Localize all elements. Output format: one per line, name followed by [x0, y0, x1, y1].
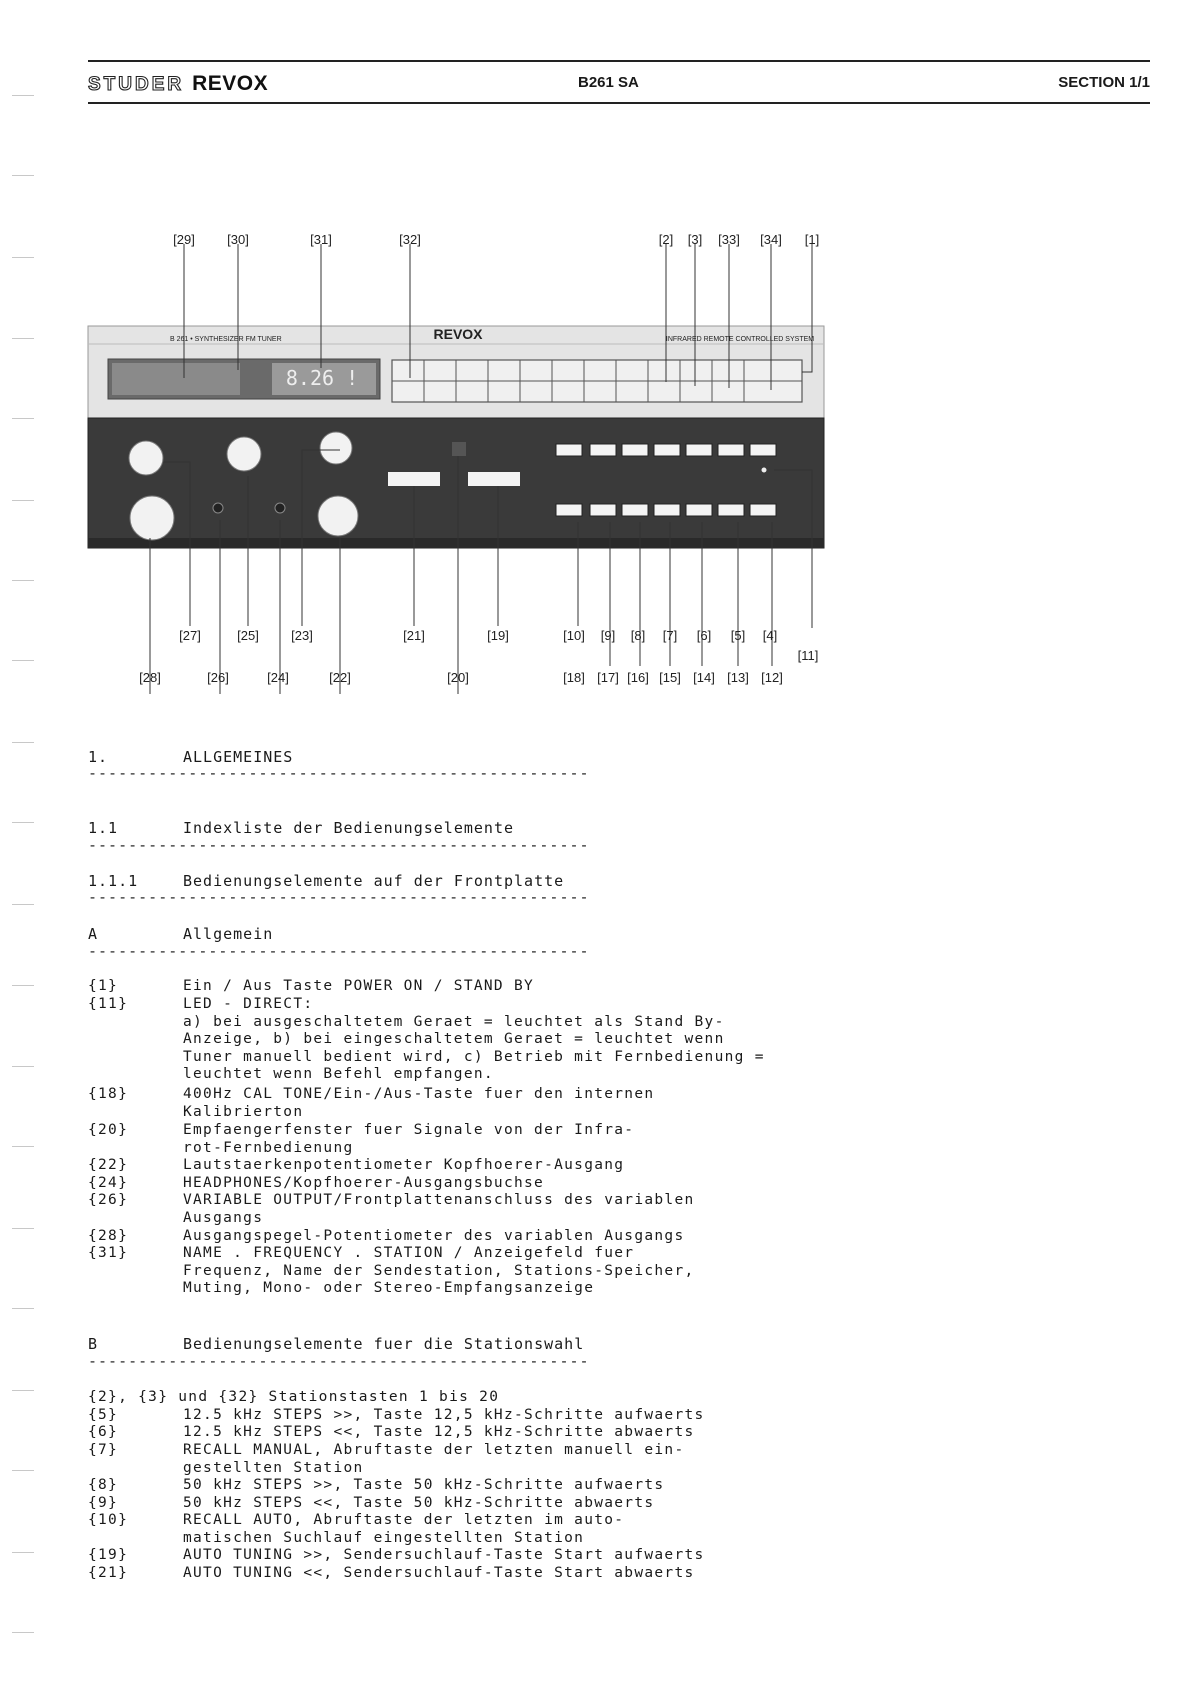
- callout-19: [19]: [487, 628, 509, 643]
- entry-ref: {1}: [88, 978, 119, 994]
- callout-28: [28]: [139, 670, 161, 685]
- callout-34: [34]: [760, 232, 782, 247]
- callout-30: [30]: [227, 232, 249, 247]
- panel-brand-logo: REVOX: [433, 326, 483, 342]
- entry-text: LED - DIRECT: a) bei ausgeschaltetem Geraet = leuchtet als Stand By- Anzeige, b) bei eingeschaltetem Geraet = leuchtet wenn Tuner manuell bedient wird, c) Betrieb mit Fernbedienung = leuchtet wenn Befehl empfangen.: [183, 996, 765, 1082]
- entry-ref: {26}: [88, 1192, 129, 1208]
- entry-text: VARIABLE OUTPUT/Frontplattenanschluss des variablen Ausgangs: [183, 1192, 695, 1226]
- heading-1-title: ALLGEMEINES: [183, 748, 294, 766]
- heading-1-underline: --------------------------------------------------: [88, 764, 590, 782]
- entry-ref: {20}: [88, 1122, 129, 1138]
- entry-ref: {24}: [88, 1175, 129, 1191]
- entry-text: AUTO TUNING <<, Sendersuchlauf-Taste Start abwaerts: [183, 1565, 695, 1581]
- entry-ref: {9}: [88, 1495, 119, 1511]
- callout-24: [24]: [267, 670, 289, 685]
- callout-13: [13]: [727, 670, 749, 685]
- heading-1-number: 1.: [88, 748, 109, 766]
- entry-text: NAME . FREQUENCY . STATION / Anzeigefeld fuer Frequenz, Name der Sendestation, Stations-Speicher, Muting, Mono- oder Stereo-Empfangsanzeige: [183, 1245, 695, 1296]
- brand-logo: [88, 72, 268, 96]
- callout-4: [4]: [762, 628, 778, 643]
- callout-23: [23]: [291, 628, 313, 643]
- entry-text: 50 kHz STEPS <<, Taste 50 kHz-Schritte abwaerts: [183, 1495, 655, 1511]
- revox-logo: REVOX: [192, 72, 269, 95]
- heading-b-underline: --------------------------------------------------: [88, 1352, 590, 1370]
- entry-text: RECALL AUTO, Abruftaste der letzten im auto- matischen Suchlauf eingestellten Station: [183, 1512, 625, 1546]
- heading-1-1-number: 1.1: [88, 819, 119, 837]
- entry-text: 12.5 kHz STEPS <<, Taste 12,5 kHz-Schritte abwaerts: [183, 1424, 695, 1440]
- heading-1-1-1-number: 1.1.1: [88, 872, 139, 890]
- entry-text: Lautstaerkenpotentiometer Kopfhoerer-Ausgang: [183, 1157, 625, 1173]
- callout-26: [26]: [207, 670, 229, 685]
- front-panel-figure: [0, 220, 1190, 700]
- section-number: SECTION 1/1: [1058, 74, 1150, 91]
- heading-a-title: Allgemein: [183, 925, 274, 943]
- entry-ref: {31}: [88, 1245, 129, 1261]
- entry-ref: {21}: [88, 1565, 129, 1581]
- entry-ref: {6}: [88, 1424, 119, 1440]
- entry-text: 12.5 kHz STEPS >>, Taste 12,5 kHz-Schritte aufwaerts: [183, 1407, 705, 1423]
- header-rule-top: [88, 60, 1150, 62]
- page-header: [88, 60, 1150, 106]
- callout-2: [2]: [658, 232, 674, 247]
- callout-21: [21]: [403, 628, 425, 643]
- callout-12: [12]: [761, 670, 783, 685]
- heading-1-1-1-title: Bedienungselemente auf der Frontplatte: [183, 872, 565, 890]
- heading-1-1-1-underline: --------------------------------------------------: [88, 888, 590, 906]
- entry-ref: {5}: [88, 1407, 119, 1423]
- heading-1-1-title: Indexliste der Bedienungselemente: [183, 819, 515, 837]
- callout-14: [14]: [693, 670, 715, 685]
- entry-ref: {28}: [88, 1228, 129, 1244]
- callout-33: [33]: [718, 232, 740, 247]
- entry-ref: {7}: [88, 1442, 119, 1458]
- heading-a-underline: --------------------------------------------------: [88, 942, 590, 960]
- callout-1: [1]: [804, 232, 820, 247]
- entry-text: Ausgangspegel-Potentiometer des variablen Ausgangs: [183, 1228, 685, 1244]
- callout-31: [31]: [310, 232, 332, 247]
- callout-32: [32]: [399, 232, 421, 247]
- callout-16: [16]: [627, 670, 649, 685]
- entry-text: HEADPHONES/Kopfhoerer-Ausgangsbuchse: [183, 1175, 545, 1191]
- callout-20: [20]: [447, 670, 469, 685]
- entry-text: RECALL MANUAL, Abruftaste der letzten manuell ein- gestellten Station: [183, 1442, 685, 1476]
- model-number: B261 SA: [578, 74, 639, 91]
- callout-25: [25]: [237, 628, 259, 643]
- entry-text: {2}, {3} und {32} Stationstasten 1 bis 20: [88, 1389, 500, 1405]
- callout-7: [7]: [662, 628, 678, 643]
- panel-title-right: INFRARED REMOTE CONTROLLED SYSTEM: [665, 336, 815, 343]
- entry-text: Ein / Aus Taste POWER ON / STAND BY: [183, 978, 535, 994]
- callout-11: [11]: [797, 648, 819, 663]
- heading-b-title: Bedienungselemente fuer die Stationswahl: [183, 1335, 585, 1353]
- heading-1-1-underline: --------------------------------------------------: [88, 836, 590, 854]
- callout-15: [15]: [659, 670, 681, 685]
- panel-title-left: B 261 • SYNTHESIZER FM TUNER: [170, 336, 282, 343]
- entry-ref: {8}: [88, 1477, 119, 1493]
- callout-10: [10]: [563, 628, 585, 643]
- display-readout: 8.26 !: [285, 366, 359, 390]
- entry-text: Empfaengerfenster fuer Signale von der Infra- rot-Fernbedienung: [183, 1122, 635, 1156]
- callout-27: [27]: [179, 628, 201, 643]
- entry-text: 50 kHz STEPS >>, Taste 50 kHz-Schritte aufwaerts: [183, 1477, 665, 1493]
- heading-1: [88, 748, 294, 820]
- entry-ref: {11}: [88, 996, 129, 1012]
- heading-b-letter: B: [88, 1335, 99, 1353]
- studer-logo: STUDER: [88, 74, 185, 95]
- callout-8: [8]: [630, 628, 646, 643]
- callout-29: [29]: [173, 232, 195, 247]
- callout-18: [18]: [563, 670, 585, 685]
- entry-ref: {10}: [88, 1512, 129, 1528]
- callout-5: [5]: [730, 628, 746, 643]
- callout-3: [3]: [687, 232, 703, 247]
- entry-ref: {18}: [88, 1086, 129, 1102]
- callout-6: [6]: [696, 628, 712, 643]
- entry-ref: {19}: [88, 1547, 129, 1563]
- entry-text: 400Hz CAL TONE/Ein-/Aus-Taste fuer den internen Kalibrierton: [183, 1086, 655, 1120]
- header-rule-bottom: [88, 102, 1150, 104]
- entry-text: AUTO TUNING >>, Sendersuchlauf-Taste Start aufwaerts: [183, 1547, 705, 1563]
- entry-ref: {22}: [88, 1157, 129, 1173]
- callout-9: [9]: [600, 628, 616, 643]
- callout-17: [17]: [597, 670, 619, 685]
- heading-a-letter: A: [88, 925, 99, 943]
- callout-22: [22]: [329, 670, 351, 685]
